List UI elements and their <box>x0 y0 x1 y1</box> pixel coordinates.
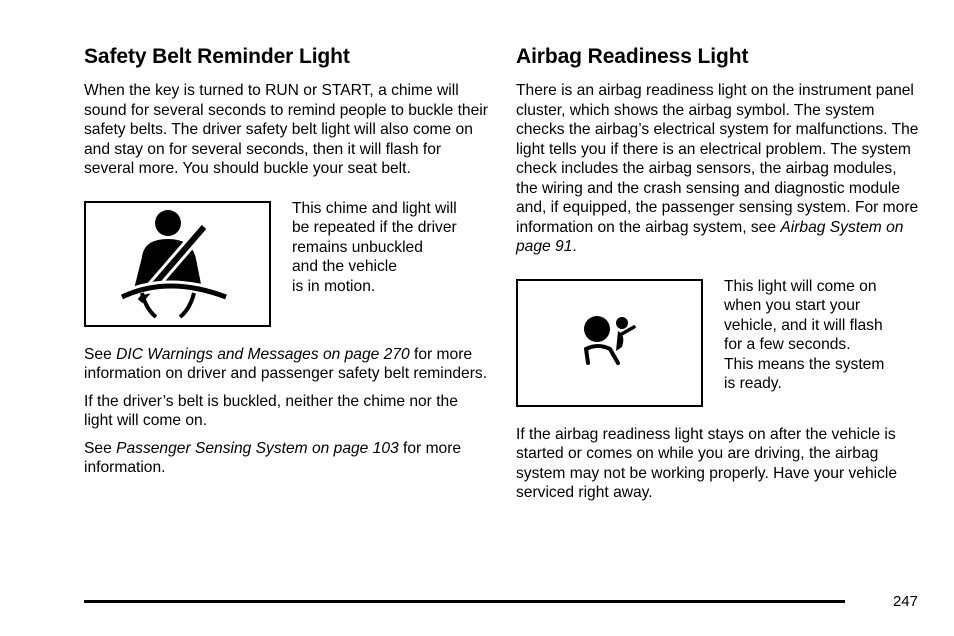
see-prefix: See <box>84 439 117 457</box>
airbag-icon <box>580 313 640 373</box>
right-column <box>516 44 921 503</box>
figure-line: This means the system <box>724 355 885 373</box>
see-suffix: for more information on driver and passenger safety belt reminders. <box>84 345 488 382</box>
figure-line: is in motion. <box>292 277 376 295</box>
airbag-intro-end: . <box>572 238 577 255</box>
airbag-intro <box>516 81 921 257</box>
page-number: 247 <box>892 593 918 610</box>
footer-rule <box>84 600 845 603</box>
belt-buckled-paragraph: If the driver’s belt is buckled, neither the chime nor the light will come on. <box>84 392 458 429</box>
safety-belt-intro: When the key is turned to RUN or START, a chime will sound for several seconds to remind people to buckle their safety belts. The driver safety belt light will also come on and stay on for several seconds, then it will flash for several more. You should buckle your seat belt. <box>84 82 488 177</box>
airbag-light-box <box>516 279 703 407</box>
see-suffix: for more information. <box>84 439 462 476</box>
airbag-system-reference: Airbag System on page 91 <box>516 218 904 255</box>
see-prefix: See <box>84 345 117 363</box>
airbag-figure <box>516 277 921 407</box>
safety-belt-heading: Safety Belt Reminder Light <box>84 45 350 68</box>
dic-warnings-reference: DIC Warnings and Messages on page 270 <box>116 345 410 363</box>
see-passenger-paragraph <box>84 439 489 478</box>
figure-line: vehicle, and it will flash <box>724 316 883 334</box>
passenger-sensing-reference: Passenger Sensing System on page 103 <box>116 439 399 457</box>
figure-line: when you start your <box>724 297 861 314</box>
figure-line: This chime and light will <box>292 199 457 217</box>
safety-belt-figure-text <box>292 199 457 297</box>
safety-belt-figure <box>84 199 489 327</box>
figure-line: and the vehicle <box>292 258 397 275</box>
figure-line: for a few seconds. <box>724 336 851 353</box>
left-column <box>84 44 489 478</box>
airbag-heading: Airbag Readiness Light <box>516 45 749 68</box>
figure-line: is ready. <box>724 375 782 392</box>
figure-line: remains unbuckled <box>292 238 423 256</box>
airbag-closing-paragraph: If the airbag readiness light stays on after the vehicle is started or comes on while you are driving, the airbag system may not be working properly. Have your vehicle serviced right away. <box>516 425 898 501</box>
safety-belt-icon <box>118 209 238 319</box>
airbag-intro-text: There is an airbag readiness light on the instrument panel cluster, which shows the airbag symbol. The system checks the airbag’s electrical system for malfunctions. The light tells you if there is an electrical problem. The system check includes the airbag sensors, the airbag modules, the wiring and the crash sensing and diagnostic module and, if equipped, the passenger sensing system. For more information on the airbag system, see <box>516 82 919 236</box>
figure-line: This light will come on <box>724 277 877 295</box>
airbag-figure-text <box>724 277 884 394</box>
figure-line: be repeated if the driver <box>292 219 457 236</box>
see-dic-paragraph <box>84 345 489 384</box>
safety-belt-light-box <box>84 201 271 327</box>
